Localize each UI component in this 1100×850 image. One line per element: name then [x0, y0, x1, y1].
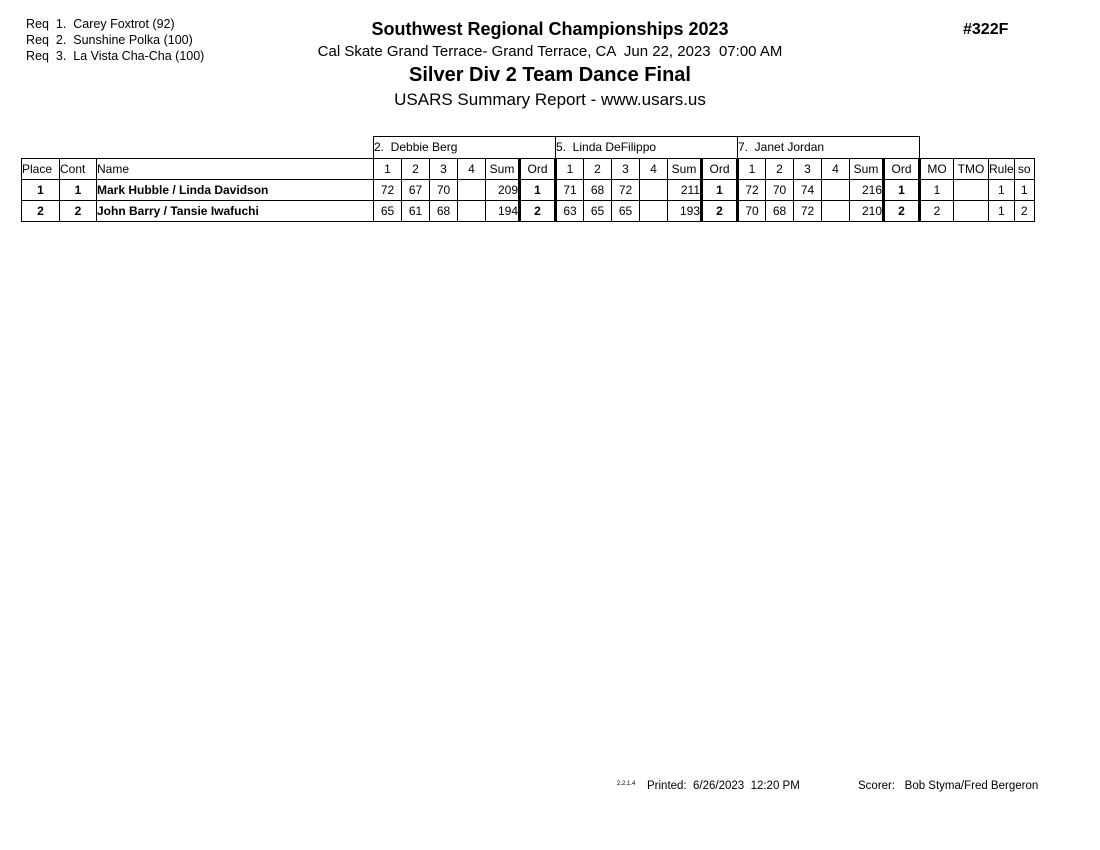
- score-cell: 72: [738, 180, 766, 201]
- col-header-ord: Ord: [884, 159, 920, 180]
- sum-cell: 209: [486, 180, 520, 201]
- place-cell: 1: [22, 180, 60, 201]
- column-header-row: [22, 159, 1035, 180]
- sum-cell: 216: [850, 180, 884, 201]
- results-table: [21, 136, 1035, 222]
- sum-cell: 210: [850, 201, 884, 222]
- ord-cell: 2: [702, 201, 738, 222]
- col-header-score-3: 3: [430, 159, 458, 180]
- required-dance-item: Req 2. Sunshine Polka (100): [26, 33, 193, 47]
- score-cell: 61: [402, 201, 430, 222]
- mo-cell: 2: [920, 201, 954, 222]
- place-cell: 2: [22, 201, 60, 222]
- ord-cell: 1: [702, 180, 738, 201]
- score-cell: 72: [374, 180, 402, 201]
- score-cell: 74: [794, 180, 822, 201]
- col-header-score-2: 2: [766, 159, 794, 180]
- score-cell: 67: [402, 180, 430, 201]
- score-cell: 68: [584, 180, 612, 201]
- cont-cell: 1: [60, 180, 97, 201]
- judge-header-row: [22, 137, 1035, 159]
- col-header-score-1: 1: [556, 159, 584, 180]
- sum-cell: 193: [668, 201, 702, 222]
- report-type-title: USARS Summary Report - www.usars.us: [394, 90, 706, 109]
- score-cell: [822, 180, 850, 201]
- so-cell: 1: [1014, 180, 1034, 201]
- col-header-score-2: 2: [402, 159, 430, 180]
- scorer-credit: Scorer: Bob Styma/Fred Bergeron: [858, 780, 1039, 792]
- score-cell: [458, 180, 486, 201]
- ord-cell: 1: [884, 180, 920, 201]
- score-cell: 68: [766, 201, 794, 222]
- col-header-score-2: 2: [584, 159, 612, 180]
- result-row: [22, 180, 1035, 201]
- ord-cell: 2: [884, 201, 920, 222]
- required-dance-item: Req 3. La Vista Cha-Cha (100): [26, 49, 205, 63]
- col-header-sum: Sum: [850, 159, 884, 180]
- score-cell: [458, 201, 486, 222]
- score-cell: 65: [584, 201, 612, 222]
- team-name-cell: John Barry / Tansie Iwafuchi: [97, 201, 374, 222]
- col-header-score-4: 4: [458, 159, 486, 180]
- team-name-cell: Mark Hubble / Linda Davidson: [97, 180, 374, 201]
- col-header-place: Place: [22, 159, 60, 180]
- so-cell: 2: [1014, 201, 1034, 222]
- judge-header-2: 5. Linda DeFilippo: [556, 137, 738, 159]
- score-cell: 70: [430, 180, 458, 201]
- tmo-cell: [954, 180, 989, 201]
- score-cell: 65: [374, 201, 402, 222]
- col-header-ord: Ord: [520, 159, 556, 180]
- sum-cell: 211: [668, 180, 702, 201]
- col-header-score-1: 1: [738, 159, 766, 180]
- ord-cell: 1: [520, 180, 556, 201]
- score-cell: [640, 201, 668, 222]
- col-header-sum: Sum: [668, 159, 702, 180]
- judge-row-spacer-left: [22, 137, 374, 159]
- ord-cell: 2: [520, 201, 556, 222]
- score-cell: 68: [430, 201, 458, 222]
- rule-cell: 1: [989, 180, 1015, 201]
- rule-cell: 1: [989, 201, 1015, 222]
- col-header-score-3: 3: [794, 159, 822, 180]
- col-header-tmo: TMO: [954, 159, 989, 180]
- judge-row-spacer-right: [920, 137, 1035, 159]
- score-cell: 72: [612, 180, 640, 201]
- col-header-name: Name: [97, 159, 374, 180]
- score-cell: 71: [556, 180, 584, 201]
- col-header-so: so: [1014, 159, 1034, 180]
- col-header-score-1: 1: [374, 159, 402, 180]
- score-cell: 72: [794, 201, 822, 222]
- event-title: Southwest Regional Championships 2023: [371, 19, 729, 39]
- meet-number: #322F: [963, 21, 1009, 38]
- mo-cell: 1: [920, 180, 954, 201]
- col-header-score-3: 3: [612, 159, 640, 180]
- tmo-cell: [954, 201, 989, 222]
- col-header-ord: Ord: [702, 159, 738, 180]
- col-header-mo: MO: [920, 159, 954, 180]
- col-header-score-4: 4: [822, 159, 850, 180]
- sum-cell: 194: [486, 201, 520, 222]
- score-cell: 65: [612, 201, 640, 222]
- col-header-cont: Cont: [60, 159, 97, 180]
- judge-header-1: 2. Debbie Berg: [374, 137, 556, 159]
- venue-date-line: Cal Skate Grand Terrace- Grand Terrace, CA Jun 22, 2023 07:00 AM: [317, 43, 783, 60]
- col-header-sum: Sum: [486, 159, 520, 180]
- score-cell: 63: [556, 201, 584, 222]
- score-cell: [822, 201, 850, 222]
- version-number: 2.2.1.4: [617, 781, 636, 787]
- result-row: [22, 201, 1035, 222]
- printed-timestamp: Printed: 6/26/2023 12:20 PM: [647, 780, 800, 792]
- judge-header-3: 7. Janet Jordan: [738, 137, 920, 159]
- report-header: [0, 16, 1100, 112]
- score-cell: [640, 180, 668, 201]
- score-cell: 70: [766, 180, 794, 201]
- required-dance-item: Req 1. Carey Foxtrot (92): [26, 17, 175, 31]
- cont-cell: 2: [60, 201, 97, 222]
- col-header-rule: Rule: [989, 159, 1015, 180]
- score-cell: 70: [738, 201, 766, 222]
- division-title: Silver Div 2 Team Dance Final: [409, 64, 691, 86]
- col-header-score-4: 4: [640, 159, 668, 180]
